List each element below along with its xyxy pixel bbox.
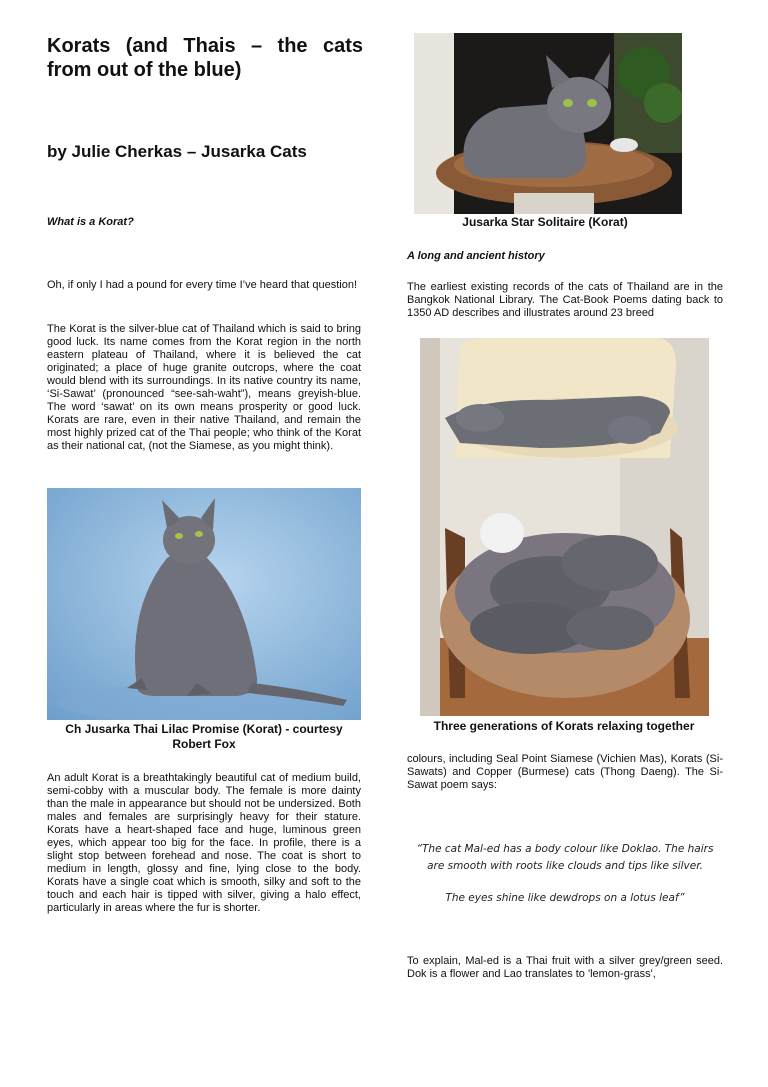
- right-para-2: colours, including Seal Point Siamese (Vichien Mas), Korats (Si-Sawats) and Copper (Burmese) cats (Thong Daeng). The Si-Sawat poem says:: [407, 753, 723, 791]
- poem-line-1: “The cat Mal-ed has a body colour like Doklao. The hairs are smooth with roots like clouds and tips like silver.: [416, 843, 714, 872]
- left-para-2: The Korat is the silver-blue cat of Thailand which is said to bring good luck. Its name comes from the Korat region in the north eastern plateau of Thailand, where it is believed the cat originated; a place of huge granite outcrops, where the coat would blend with its surroundings. In its native country its name, ‘Si-Sawat’ (pronounced “see-sah-waht”), means greyish-blue. The word ‘sawat’ on its own means prosperity or good luck. Korats are rare, even in their native Thailand, and remain the most highly prized cat of the Thai people; who think of the Korat as their national cat, (not the Siamese, as you might think).: [47, 323, 361, 452]
- photo-lilac-promise: [47, 488, 361, 720]
- right-para-3: To explain, Mal-ed is a Thai fruit with a silver grey/green seed. Dok is a flower and Lao translates to 'lemon-grass',: [407, 955, 723, 980]
- photo-three-generations: [420, 338, 709, 716]
- photo-star-solitaire: [414, 33, 682, 214]
- article-byline: by Julie Cherkas – Jusarka Cats: [47, 142, 307, 161]
- right-subhead: A long and ancient history: [407, 250, 545, 262]
- right-para-1: The earliest existing records of the cats of Thailand are in the Bangkok National Library. The Cat-Book Poems dating back to 1350 AD describes and illustrates around 23 breed: [407, 281, 723, 319]
- right-photo1-caption: Jusarka Star Solitaire (Korat): [462, 215, 628, 229]
- article-title: Korats (and Thais – the cats from out of the blue): [47, 35, 363, 81]
- poem-line-2: The eyes shine like dewdrops on a lotus leaf”: [445, 892, 685, 904]
- left-photo-caption: Ch Jusarka Thai Lilac Promise (Korat) - courtesy Robert Fox: [65, 722, 343, 751]
- left-para-3: An adult Korat is a breathtakingly beautiful cat of medium build, semi-cobby with a muscular body. The female is more dainty than the male in appearance but should not be undersized. Both males and females are surprisingly heavy for their stature. Korats have a heart-shaped face and huge, luminous green eyes, which appear too big for the face. In profile, there is a slight stop between forehead and nose. The coat is short to medium in length, glossy and fine, lying close to the body. Korats have a single coat which is smooth, silky and soft to the touch and each hair is tipped with silver, giving a halo effect, particularly in areas where the fur is shorter.: [47, 772, 361, 914]
- left-subhead: What is a Korat?: [47, 216, 134, 228]
- right-photo2-caption: Three generations of Korats relaxing together: [433, 719, 695, 733]
- left-para-1: Oh, if only I had a pound for every time I’ve heard that question!: [47, 279, 358, 291]
